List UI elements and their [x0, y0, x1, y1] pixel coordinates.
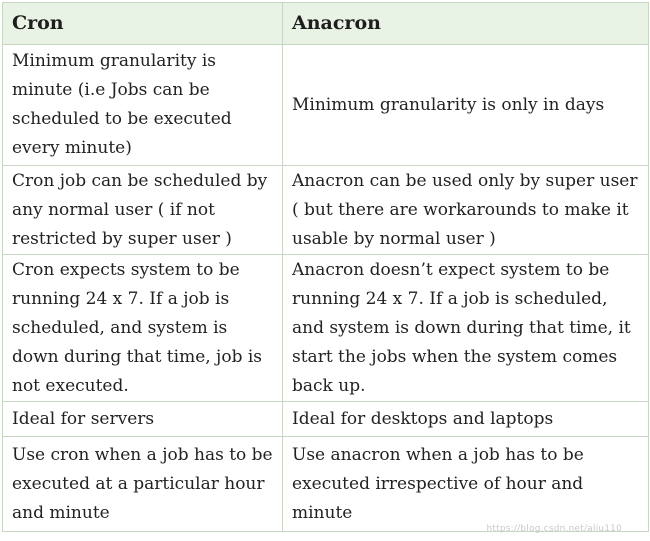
anacron-cell: Minimum granularity is only in days — [283, 45, 649, 166]
cron-cell: Ideal for servers — [3, 402, 283, 437]
cron-cell: Minimum granularity is minute (i.e Jobs can be scheduled to be executed every minute) — [3, 45, 283, 166]
table-row — [3, 437, 649, 532]
cron-cell: Use cron when a job has to be executed at a particular hour and minute — [3, 437, 283, 532]
table-row — [3, 255, 649, 402]
anacron-cell: Anacron can be used only by super user ( but there are workarounds to make it usable by normal user ) — [283, 166, 649, 255]
table-row — [3, 166, 649, 255]
header-row — [3, 3, 649, 45]
anacron-cell: Ideal for desktops and laptops — [283, 402, 649, 437]
table-row — [3, 45, 649, 166]
comparison-table — [2, 2, 649, 532]
anacron-cell: Anacron doesn’t expect system to be running 24 x 7. If a job is scheduled, and system is down during that time, it start the jobs when the system comes back up. — [283, 255, 649, 402]
watermark: https://blog.csdn.net/aliu110 — [486, 524, 622, 534]
header-anacron: Anacron — [283, 3, 649, 45]
table-row — [3, 402, 649, 437]
header-cron: Cron — [3, 3, 283, 45]
cron-cell: Cron expects system to be running 24 x 7. If a job is scheduled, and system is down during that time, job is not executed. — [3, 255, 283, 402]
anacron-cell: Use anacron when a job has to be executed irrespective of hour and minute — [283, 437, 649, 532]
cron-cell: Cron job can be scheduled by any normal user ( if not restricted by super user ) — [3, 166, 283, 255]
